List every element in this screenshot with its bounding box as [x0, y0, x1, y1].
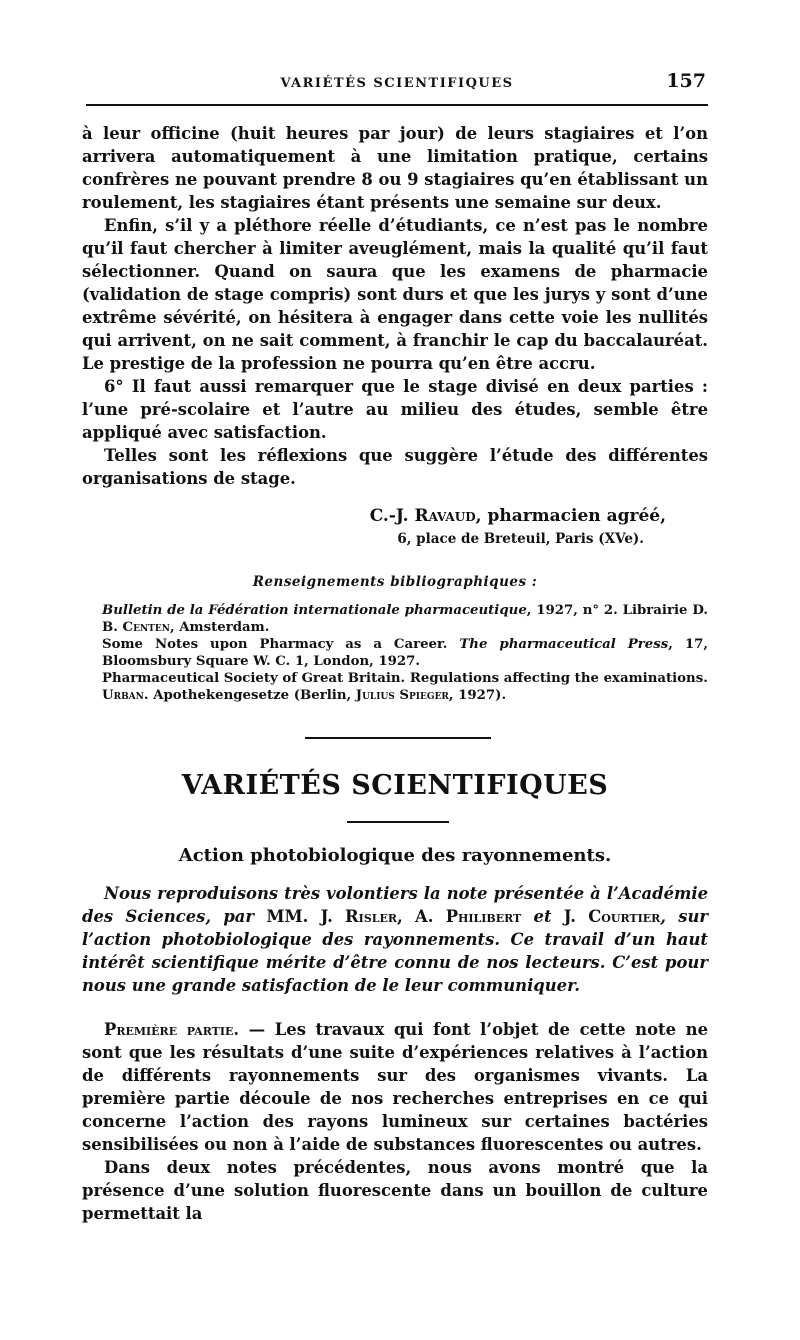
- reference-text: , 1927, n° 2. Librairie D. B.: [102, 603, 709, 635]
- title-rule: [347, 821, 449, 823]
- note-text: Nous reproduisons très volontiers la note présentée à l’Académie des Sciences, par: [82, 884, 708, 926]
- note-text: , A.: [397, 907, 434, 926]
- note-text: , sur l’action photobiologique des rayonnements. Ce travail d’un haut intérêt scientifique mérite d’être connu de nos lecteurs. C’est pour nous une grande satisfaction de le leur communiquer.: [82, 907, 709, 995]
- reference-text: . Apothekengesetze (Berlin,: [143, 688, 352, 703]
- paragraph: Telles sont les réflexions que suggère l’étude des différentes organisations de stage.: [82, 446, 708, 488]
- signature-address: 6, place de Breteuil, Paris (XVe).: [397, 531, 644, 547]
- note-text: et: [533, 907, 552, 926]
- running-title: VARIÉTÉS SCIENTIFIQUES: [280, 76, 514, 91]
- paragraph: Dans deux notes précédentes, nous avons montré que la présence d’une solution fluorescente dans un bouillon de culture permettait la: [82, 1158, 708, 1223]
- section-title: VARIÉTÉS SCIENTIFIQUES: [181, 770, 609, 801]
- reference-city: , Amsterdam.: [169, 620, 270, 635]
- editor-note-paragraph: [82, 882, 708, 997]
- section-lead: Première partie.: [104, 1020, 240, 1039]
- signature-name: Ravaud: [414, 506, 476, 526]
- reference-item: [102, 687, 708, 704]
- article-body: [82, 122, 708, 490]
- signature-title: , pharmacien agréé,: [475, 506, 666, 526]
- reference-text: Some Notes upon Pharmacy as a Career.: [102, 637, 448, 652]
- author-name: Courtier: [588, 907, 661, 926]
- signature-initials: C.-J.: [369, 506, 409, 526]
- signature: [82, 504, 666, 528]
- paragraph: à leur officine (huit heures par jour) de leurs stagiaires et l’on arrivera automatiquement à une limitation pratique, certains confrères ne pouvant prendre 8 ou 9 stagiaires qu’en établissant un roulement, les stagiaires étant présents une semaine sur deux.: [82, 124, 708, 212]
- article-body-2: [82, 1018, 708, 1225]
- reference-text: , 1927).: [448, 688, 507, 703]
- header-rule: [86, 104, 708, 106]
- editor-note: [82, 882, 708, 997]
- references-title: Renseignements bibliographiques :: [252, 574, 538, 590]
- author-name: Risler: [345, 907, 398, 926]
- reference-item: Pharmaceutical Society of Great Britain. Regulations affecting the examinations.: [102, 671, 708, 686]
- note-text: J.: [563, 907, 576, 926]
- paragraph: Enfin, s’il y a pléthore réelle d’étudiants, ce n’est pas le nombre qu’il faut chercher à limiter aveuglément, mais la qualité qu’il faut sélectionner. Quand on saura que les examens de pharmacie (validation de stage compris) sont durs et que les jurys y sont d’une extrême sévérité, on hésitera à engager dans cette voie les nullités qui arrivent, on ne sait comment, à franchir le cap du baccalauréat. Le prestige de la profession ne pourra qu’en être accru.: [82, 216, 708, 373]
- references-list: [102, 602, 708, 704]
- reference-text: , 17, Bloomsbury Square W. C. 1, London, 1927.: [102, 637, 708, 669]
- article-subtitle: Action photobiologique des rayonnements.: [178, 845, 612, 866]
- running-head: [86, 72, 708, 100]
- reference-item: [102, 636, 708, 670]
- reference-publisher: Julius Spieger: [355, 688, 449, 703]
- section-divider: [305, 737, 491, 739]
- reference-publisher: Centen: [122, 620, 170, 635]
- paragraph: [82, 1018, 708, 1156]
- reference-item: [102, 602, 708, 636]
- reference-press: The pharmaceutical Press: [459, 637, 669, 652]
- author-name: Philibert: [445, 907, 522, 926]
- reference-author: Urban: [102, 688, 144, 703]
- paragraph-text: — Les travaux qui font l’objet de cette note ne sont que les résultats d’une suite d’expériences relatives à l’action de différents rayonnements sur des organismes vivants. La première partie découle de nos recherches entreprises en ce qui concerne l’action des rayons lumineux sur certaines bactéries sensibilisées ou non à l’aide de substances fluorescentes ou autres.: [82, 1020, 708, 1154]
- reference-title: Bulletin de la Fédération internationale pharmaceutique: [102, 603, 527, 618]
- note-text: MM. J.: [266, 907, 333, 926]
- page-number: 157: [666, 70, 706, 92]
- paragraph: 6° Il faut aussi remarquer que le stage divisé en deux parties : l’une pré-scolaire et l’autre au milieu des études, semble être appliqué avec satisfaction.: [82, 377, 708, 442]
